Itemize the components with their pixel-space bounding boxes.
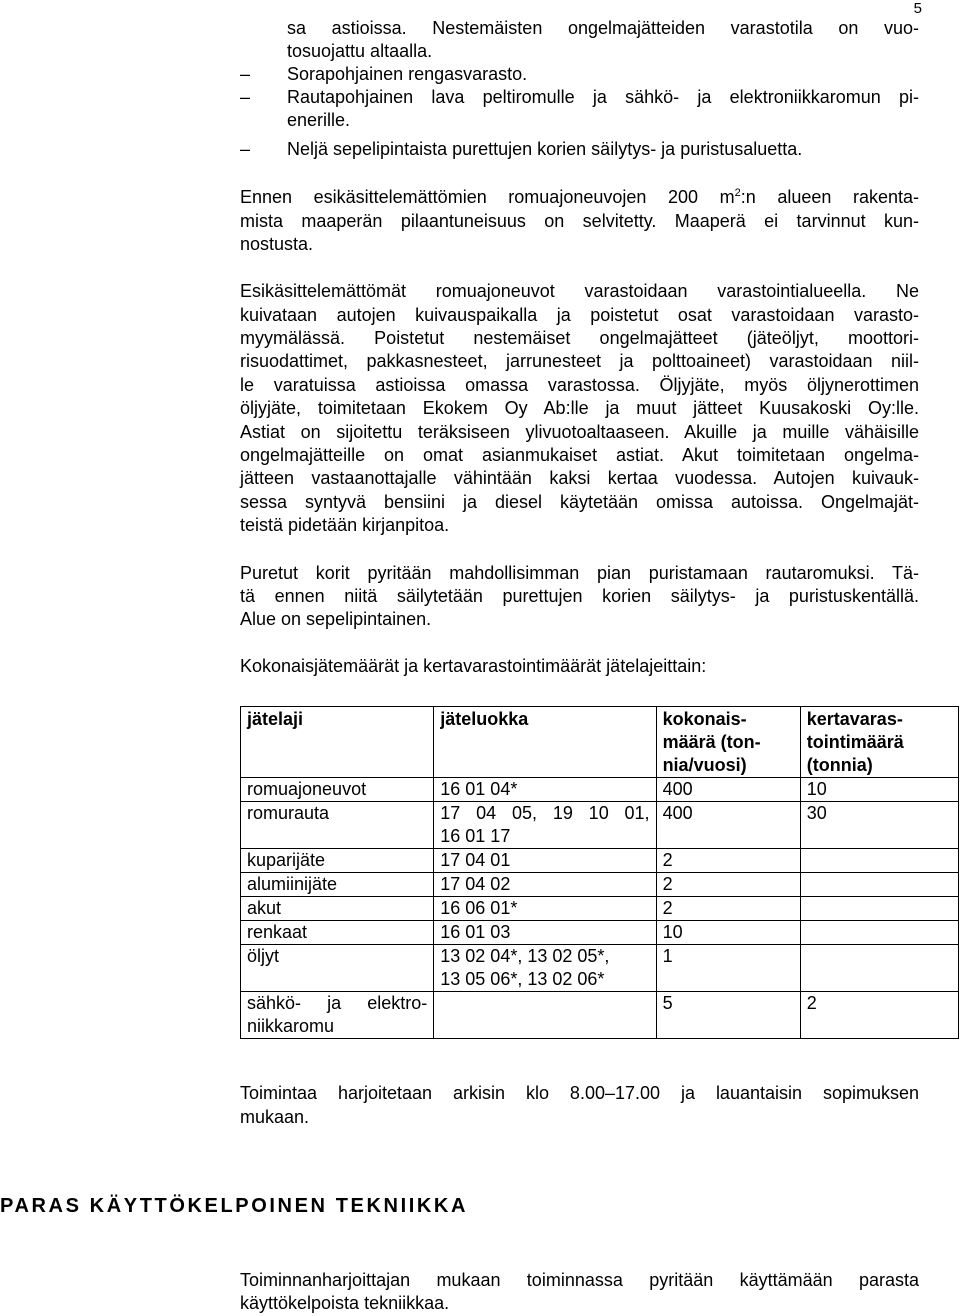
cell-jatelaji: öljyt [241, 945, 434, 992]
cell-kerta [800, 897, 958, 921]
cell-kokonais: 400 [656, 802, 800, 849]
paragraph-line: teistä pidetään kirjanpitoa. [240, 515, 450, 535]
cell-jateluokka: 16 01 04* [434, 778, 656, 802]
cell-jatelaji: kuparijäte [241, 849, 434, 873]
paragraph-line: Esikäsittelemättömät romuajoneuvot varastoidaan varastointialueella. Ne [240, 281, 919, 301]
cell-kerta: 2 [800, 992, 958, 1039]
cell-kerta [800, 873, 958, 897]
header-kokonaismaara: kokonais- määrä (ton- nia/vuosi) [656, 707, 800, 778]
intro-line: sa astioissa. Nestemäisten ongelmajätteiden varastotila on vuo- [287, 18, 919, 38]
cell-jatelaji: romurauta [241, 802, 434, 849]
paragraph-line: ongelmajätteille on omat asianmukaiset astiat. Akut toimitetaan ongelma- [240, 445, 919, 465]
table-header-row [241, 707, 959, 778]
cell-kokonais: 400 [656, 778, 800, 802]
paragraph-line: käyttökelpoista tekniikkaa. [240, 1293, 450, 1313]
paragraph-line: mista maaperän pilaantuneisuus on selvitetty. Maaperä ei tarvinnut kun- [240, 211, 919, 231]
cell-jatelaji: akut [241, 897, 434, 921]
section-heading: PARAS KÄYTTÖKELPOINEN TEKNIIKKA [0, 1195, 469, 1217]
cell-jatelaji: renkaat [241, 921, 434, 945]
table-row [241, 945, 959, 992]
header-kertavarastointimaara: kertavaras- tointimäärä (tonnia) [800, 707, 958, 778]
paragraph-line: Astiat on sijoitettu teräksiseen ylivuotoaltaaseen. Akuille ja muille vähäisille [240, 422, 919, 442]
table-row [241, 849, 959, 873]
paragraph-line: tä ennen niitä säilytetään purettujen korien säilytys- ja puristuskentällä. [240, 586, 919, 606]
table-row [241, 897, 959, 921]
cell-kokonais: 1 [656, 945, 800, 992]
paragraph-line: Toiminnanharjoittajan mukaan toiminnassa pyritään käyttämään parasta [240, 1270, 919, 1290]
table-row [241, 992, 959, 1039]
bullet-item: enerille. [287, 110, 351, 130]
cell-kokonais: 2 [656, 873, 800, 897]
intro-line: tosuojattu altaalla. [287, 41, 433, 61]
bullet-dash: – [240, 87, 251, 107]
bullet-item: Sorapohjainen rengasvarasto. [287, 64, 528, 84]
cell-jateluokka: 16 01 03 [434, 921, 656, 945]
paragraph-line: sessa syntyvä bensiini ja diesel käytetään omissa autoissa. Ongelmajät- [240, 492, 919, 512]
cell-kokonais: 5 [656, 992, 800, 1039]
bullet-item: Neljä sepelipintaista purettujen korien säilytys- ja puristusaluetta. [287, 139, 803, 159]
cell-jateluokka [434, 992, 656, 1039]
bullet-item: Rautapohjainen lava peltiromulle ja sähkö- ja elektroniikkaromun pi- [287, 87, 919, 107]
cell-kokonais: 2 [656, 849, 800, 873]
table-row [241, 778, 959, 802]
cell-kokonais: 2 [656, 897, 800, 921]
cell-kerta [800, 921, 958, 945]
table-row [241, 921, 959, 945]
waste-table [240, 706, 959, 1039]
paragraph-line: Toimintaa harjoitetaan arkisin klo 8.00–17.00 ja lauantaisin sopimuksen [240, 1083, 919, 1103]
cell-kerta: 30 [800, 802, 958, 849]
cell-kerta: 10 [800, 778, 958, 802]
paragraph-line: nostusta. [240, 234, 314, 254]
cell-jateluokka: 16 06 01* [434, 897, 656, 921]
cell-jateluokka: 17 04 02 [434, 873, 656, 897]
paragraph-line: Alue on sepelipintainen. [240, 609, 432, 629]
header-jatelaji: jätelaji [241, 707, 434, 778]
cell-jatelaji: romuajoneuvot [241, 778, 434, 802]
cell-jateluokka: 13 02 04*, 13 02 05*, 13 05 06*, 13 02 06* [434, 945, 656, 992]
paragraph-line: kuivataan autojen kuivauspaikalla ja poistetut osat varastoidaan varasto- [240, 305, 919, 325]
cell-kerta [800, 945, 958, 992]
cell-jatelaji: sähkö- ja elektro- niikkaromu [241, 992, 434, 1039]
cell-jatelaji: alumiinijäte [241, 873, 434, 897]
bullet-dash: – [240, 64, 251, 84]
cell-kerta [800, 849, 958, 873]
cell-jateluokka: 17 04 01 [434, 849, 656, 873]
header-jateluokka: jäteluokka [434, 707, 656, 778]
paragraph-line: le varatuissa astioissa omassa varastossa. Öljyjäte, myös öljynerottimen [240, 375, 919, 395]
paragraph-line: jätteen vastaanottajalle vähintään kaksi kertaa vuodessa. Autojen kuivauk- [240, 468, 919, 488]
cell-jateluokka: 17 04 05, 19 10 01, 16 01 17 [434, 802, 656, 849]
bullet-dash: – [240, 139, 251, 159]
paragraph-line: risuodattimet, pakkasnesteet, jarrunesteet ja polttoaineet) varastoidaan niil- [240, 351, 919, 371]
paragraph-line: Puretut korit pyritään mahdollisimman pian puristamaan rautaromuksi. Tä- [240, 563, 919, 583]
table-row [241, 802, 959, 849]
cell-kokonais: 10 [656, 921, 800, 945]
paragraph-line: öljyjäte, toimitetaan Ekokem Oy Ab:lle ja muut jätteet Kuusakoski Oy:lle. [240, 398, 919, 418]
table-intro: Kokonaisjätemäärät ja kertavarastointimäärät jätelajeittain: [240, 656, 707, 676]
paragraph-line: Ennen esikäsittelemättömien romuajoneuvojen 200 $m^2:n$ alueen rakenta- [240, 187, 919, 207]
table-row [241, 873, 959, 897]
paragraph-line: mukaan. [240, 1107, 310, 1127]
page-number: 5 [913, 0, 922, 17]
paragraph-line: myymälässä. Poistetut nestemäiset ongelmajätteet (jäteöljyt, moottori- [240, 328, 919, 348]
